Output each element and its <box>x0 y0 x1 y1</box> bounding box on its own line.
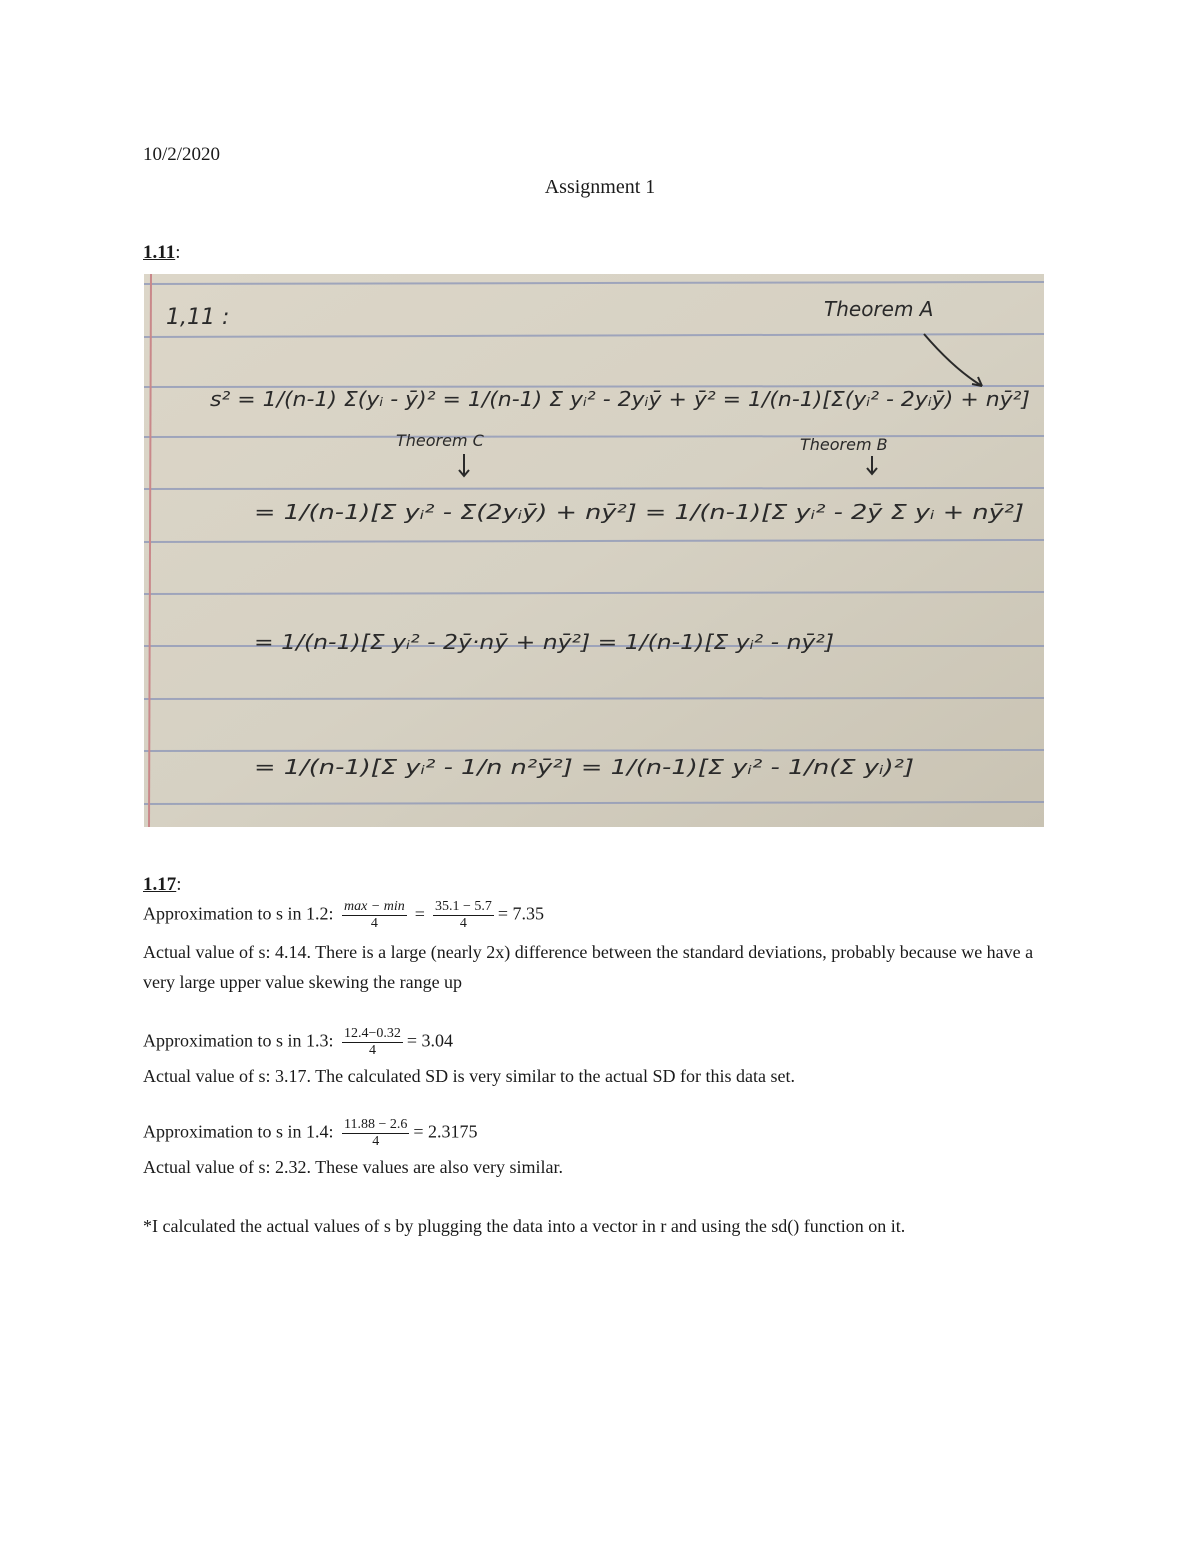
fraction-max-min: $\frac{\max - \min}{4}$ <box>344 899 405 931</box>
derivation-line-2: = 1/(n-1)[Σ yᵢ² - Σ(2yᵢȳ) + nȳ²] = 1/(n-1)[Σ yᵢ² - 2ȳ Σ yᵢ + nȳ²] <box>254 500 1024 524</box>
section-number: 1.17 <box>143 874 177 895</box>
actual-value-1-3: Actual value of s: 3.17. The calculated SD is very similar to the actual SD for this data set. <box>143 1066 795 1086</box>
document-date: 10/2/2020 <box>143 144 221 165</box>
footnote: *I calculated the actual values of s by plugging the data into a vector in r and using the sd() function on it. <box>143 1216 906 1236</box>
section-heading-1-11: 1.11: <box>143 242 181 263</box>
theorem-b-label: Theorem B <box>800 435 888 454</box>
theorem-a-label: Theorem A <box>824 297 934 321</box>
handwritten-label: 1,11 : <box>166 305 230 330</box>
approximation-1-3: Approximation to s in 1.3: $\frac{12.4-0.32}{4}$ = 3.04 <box>143 1026 454 1058</box>
derivation-line-4: = 1/(n-1)[Σ yᵢ² - 1/n n²ȳ²] = 1/(n-1)[Σ yᵢ² - 1/n(Σ yᵢ)²] <box>254 755 914 779</box>
fraction-values: $\frac{12.4-0.32}{4}$ <box>344 1026 401 1058</box>
section-number: 1.11 <box>143 242 176 263</box>
approximation-1-2: Approximation to s in 1.2: $\frac{\max - \min}{4}$ = $\frac{35.1 - 5.7}{4}$ = 7.35 <box>143 899 544 931</box>
theorem-c-label: Theorem C <box>396 431 484 450</box>
section-heading-1-17: 1.17: <box>143 874 182 895</box>
fraction-values: $\frac{35.1 - 5.7}{4}$ <box>434 899 492 931</box>
derivation-line-3: = 1/(n-1)[Σ yᵢ² - 2ȳ·nȳ + nȳ²] = 1/(n-1)[Σ yᵢ² - nȳ²] <box>254 630 834 654</box>
actual-value-1-2: Actual value of s: 4.14. There is a large (nearly 2x) difference between the standard deviations, probably because we have a very large upper value skewing the range up <box>143 942 1034 992</box>
derivation-line-1: s² = 1/(n-1) Σ(yᵢ - ȳ)² = 1/(n-1) Σ yᵢ² - 2yᵢȳ + ȳ² = 1/(n-1)[Σ(yᵢ² - 2yᵢȳ) + nȳ²] <box>210 387 1030 411</box>
actual-value-1-4: Actual value of s: 2.32. These values are also very similar. <box>143 1157 564 1177</box>
approximation-1-4: Approximation to s in 1.4: $\frac{11.88 - 2.6}{4}$ = 2.3175 <box>143 1117 478 1149</box>
fraction-values: $\frac{11.88 - 2.6}{4}$ <box>344 1117 408 1149</box>
document-title: Assignment 1 <box>544 176 656 198</box>
handwritten-derivation-photo <box>144 274 1044 827</box>
